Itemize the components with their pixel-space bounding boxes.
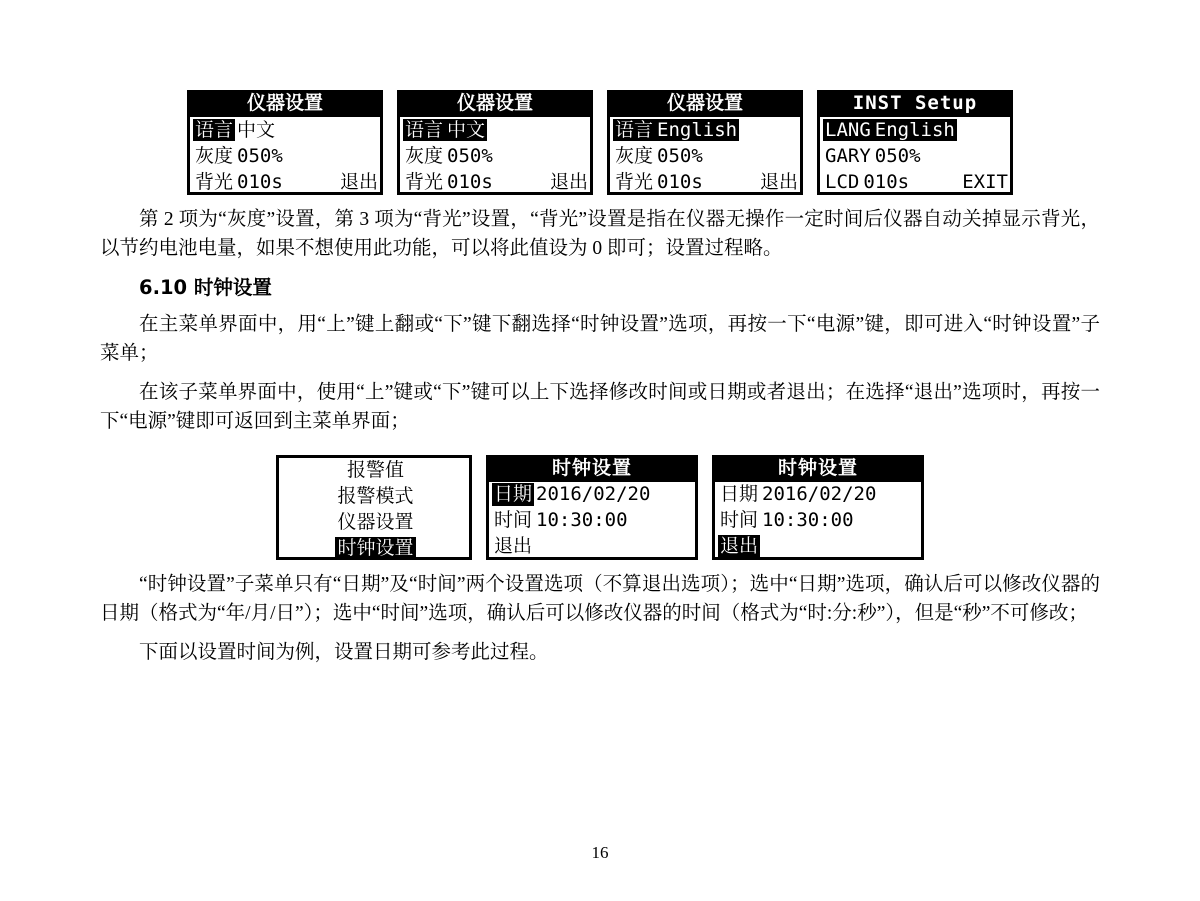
lcd-row-date [715, 482, 921, 508]
lcd-row-backlight [190, 169, 380, 195]
lcd-label-language: 语言 [615, 118, 654, 141]
lcd-row-backlight [610, 169, 800, 195]
lcd-label-grayscale: GARY [825, 144, 871, 167]
lcd-label-grayscale: 灰度 [195, 144, 234, 167]
lcd-screen-inst-setup-1 [187, 90, 383, 195]
lcd-title: 仪器设置 [190, 93, 380, 117]
lcd-label-exit: 退出 [494, 535, 533, 558]
menu-item-alarm-mode [279, 484, 469, 510]
lcd-row-date [489, 482, 695, 508]
lcd-value-date: 2016/02/20 [536, 483, 651, 506]
lcd-exit-label: EXIT [962, 170, 1008, 193]
lcd-screen-inst-setup-3 [607, 90, 803, 195]
lcd-exit-label: 退出 [549, 170, 588, 193]
lcd-screen-inst-setup-2 [397, 90, 593, 195]
lcd-value-time: 10:30:00 [762, 509, 854, 532]
lcd-label-language: 语言 [195, 118, 234, 141]
menu-item-label: 报警值 [346, 459, 404, 482]
lcd-value-language: 中文 [237, 118, 276, 141]
lcd-row-language [610, 117, 800, 143]
menu-item-label: 时钟设置 [337, 537, 414, 560]
lcd-label-time: 时间 [720, 509, 759, 532]
lcd-label-backlight: 背光 [195, 170, 234, 193]
lcd-exit-label: 退出 [759, 170, 798, 193]
lcd-value-date: 2016/02/20 [762, 483, 877, 506]
lcd-row-language [400, 117, 590, 143]
page-number: 16 [591, 843, 609, 862]
lcd-screen-inst-setup-english [817, 90, 1013, 195]
lcd-label-date: 日期 [494, 483, 533, 506]
menu-item-label: 仪器设置 [337, 511, 414, 534]
lcd-screen-group-instrument-setup [100, 90, 1100, 195]
lcd-title: 仪器设置 [610, 93, 800, 117]
lcd-value-time: 10:30:00 [536, 509, 628, 532]
lcd-row-language [190, 117, 380, 143]
lcd-title: 时钟设置 [715, 458, 921, 482]
lcd-screen-main-menu [276, 455, 472, 560]
menu-item-instrument-setup [279, 510, 469, 536]
lcd-value-language: 中文 [447, 118, 486, 141]
lcd-value-grayscale: 050% [657, 144, 703, 167]
paragraph-backlight-description: 第 2 项为“灰度”设置，第 3 项为“背光”设置，“背光”设置是指在仪器无操作一定时间后仪器自动关掉显示背光，以节约电池电量，如果不想使用此功能，可以将此值设为 0 即可；设置过程略。 [100, 209, 1100, 260]
paragraph-navigate-submenu: 在该子菜单界面中，使用“上”键或“下”键可以上下选择修改时间或日期或者退出；在选择“退出”选项时，再按一下“电源”键即可返回到主菜单界面； [100, 382, 1100, 433]
lcd-value-backlight: 010s [447, 170, 493, 193]
section-heading-clock-setup: 6.10 时钟设置 [139, 275, 272, 299]
menu-item-label: 报警模式 [337, 485, 414, 508]
menu-item-alarm-value [279, 458, 469, 484]
lcd-value-grayscale: 050% [237, 144, 283, 167]
lcd-row-time [489, 508, 695, 534]
lcd-value-backlight: 010s [237, 170, 283, 193]
lcd-label-exit: 退出 [720, 535, 759, 558]
lcd-row-grayscale [400, 143, 590, 169]
lcd-label-date: 日期 [720, 483, 759, 506]
lcd-value-language: English [874, 118, 955, 141]
lcd-row-time [715, 508, 921, 534]
lcd-row-backlight [400, 169, 590, 195]
lcd-value-language: English [657, 118, 738, 141]
lcd-label-language: LANG [825, 118, 871, 141]
paragraph-enter-clock-menu: 在主菜单界面中，用“上”键上翻或“下”键下翻选择“时钟设置”选项，再按一下“电源”键，即可进入“时钟设置”子菜单； [100, 313, 1100, 364]
lcd-title: 时钟设置 [489, 458, 695, 482]
lcd-row-exit [489, 534, 695, 560]
lcd-value-backlight: 010s [863, 170, 910, 193]
lcd-label-time: 时间 [494, 509, 533, 532]
paragraph-clock-submenu-description: “时钟设置”子菜单只有“日期”及“时间”两个设置选项（不算退出选项）；选中“日期”选项，确认后可以修改仪器的日期（格式为“年/月/日”）；选中“时间”选项，确认后可以修改仪器的时间（格式为“时:分:秒”），但是“秒”不可修改； [100, 573, 1100, 624]
document-page [0, 90, 1200, 901]
lcd-value-grayscale: 050% [447, 144, 493, 167]
lcd-row-exit [715, 534, 921, 560]
lcd-value-backlight: 010s [657, 170, 703, 193]
lcd-exit-label: 退出 [339, 170, 378, 193]
lcd-title: 仪器设置 [400, 93, 590, 117]
paragraph-example-intro: 下面以设置时间为例，设置日期可参考此过程。 [139, 642, 549, 663]
lcd-label-language: 语言 [405, 118, 444, 141]
lcd-row-grayscale [820, 143, 1010, 169]
lcd-label-backlight: LCD [825, 170, 860, 193]
lcd-row-backlight [820, 169, 1010, 195]
lcd-row-grayscale [190, 143, 380, 169]
menu-item-clock-setup [279, 536, 469, 562]
lcd-row-language [820, 117, 1010, 143]
lcd-label-backlight: 背光 [615, 170, 654, 193]
lcd-label-grayscale: 灰度 [405, 144, 444, 167]
lcd-label-grayscale: 灰度 [615, 144, 654, 167]
lcd-row-grayscale [610, 143, 800, 169]
lcd-value-grayscale: 050% [874, 144, 921, 167]
lcd-title: INST Setup [820, 93, 1010, 117]
lcd-screen-clock-setup-exit-selected [712, 455, 924, 560]
lcd-label-backlight: 背光 [405, 170, 444, 193]
lcd-screen-clock-setup-date-selected [486, 455, 698, 560]
lcd-screen-group-clock-setup [100, 455, 1100, 560]
